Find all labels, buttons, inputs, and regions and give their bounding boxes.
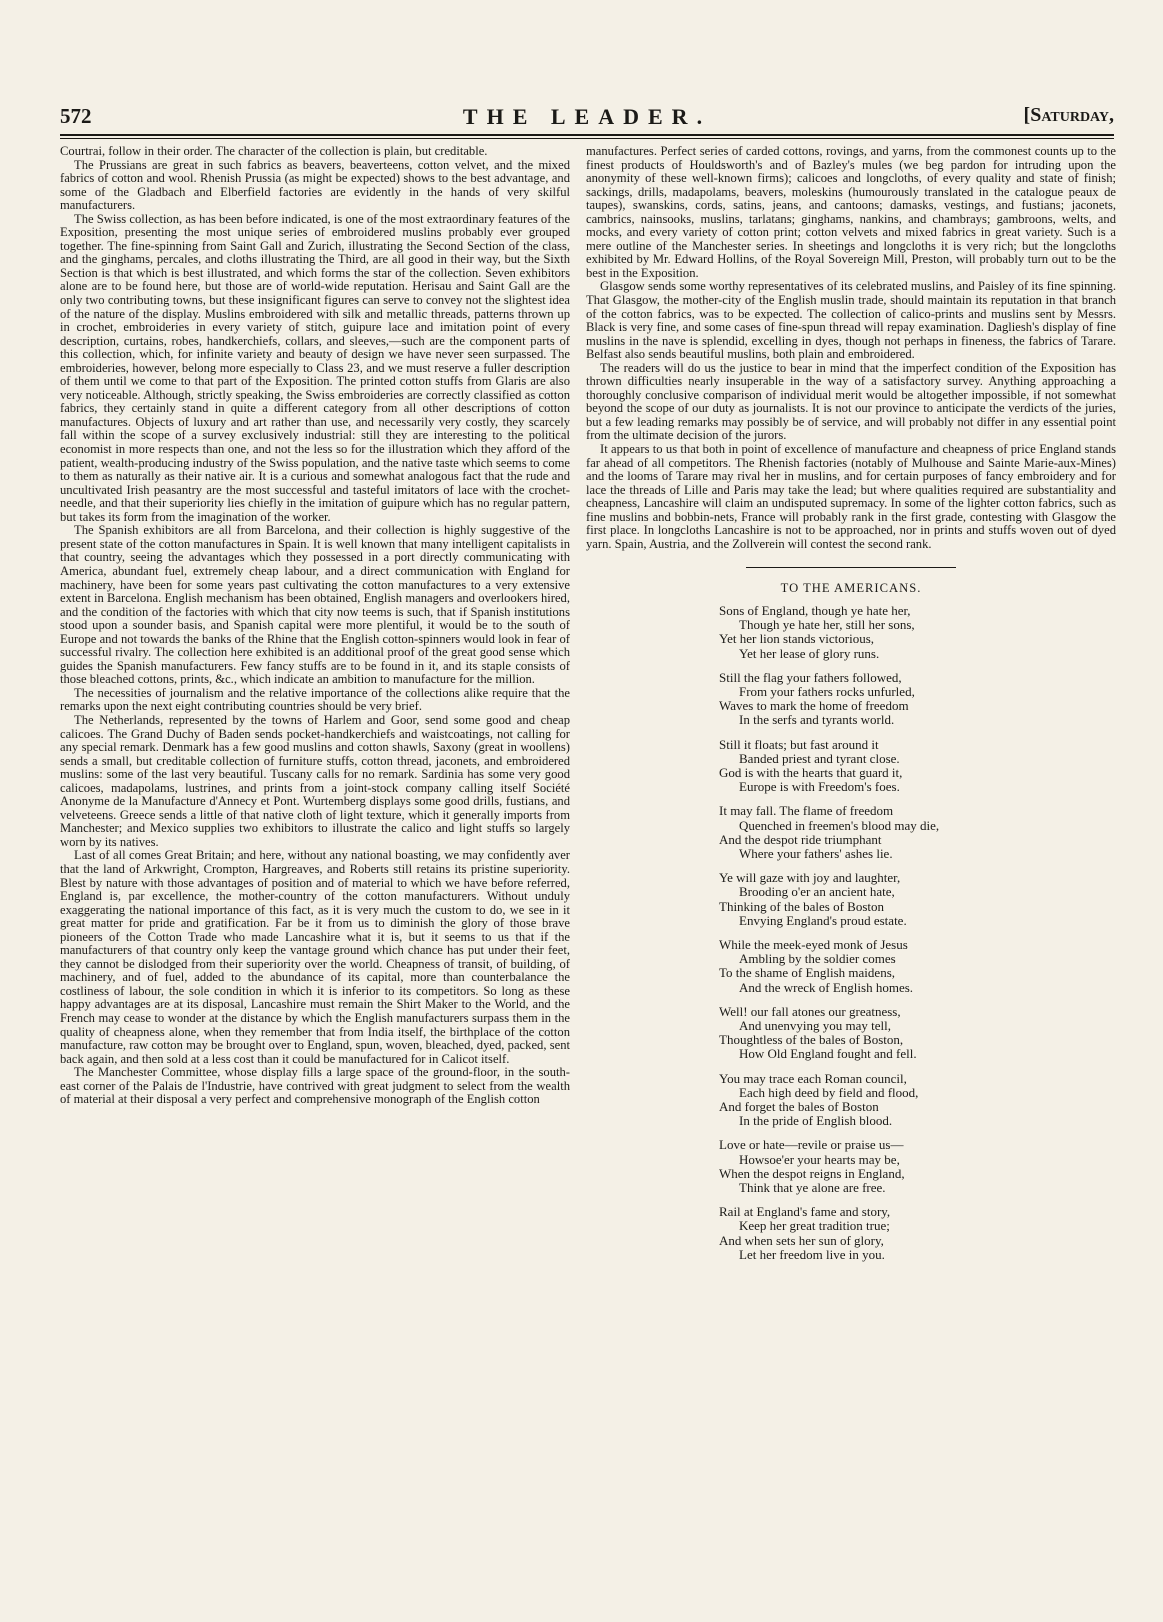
poem-line: Sons of England, though ye hate her, [719,602,911,618]
poem-title: TO THE AMERICANS. [780,581,922,596]
publication-title: THE LEADER. [462,104,712,129]
poem-line: In the serfs and tyrants world. [739,712,895,728]
poem-line: Ambling by the soldier comes [739,951,896,967]
poem-line: Quenched in freemen's blood may die, [739,817,940,833]
right-paragraph: manufactures. Perfect series of carded cottons, rovings, and yarns, from the commonest counts up to the finest products of Houldsworth's and of Bazley's mules (we beg pardon for intruding upon the anonymity of these well-known firms); calicoes and longcloths, of every quality and state of finish; sackings, drills, madapolams, beavers, moleskins (humourously translated in the catalogue peaux de taupes), swanskins, cords, satins, jeans, and cantoons; damasks, vestings, and fustians; jaconets, cambrics, nainsooks, muslins, tarlatans; ginghams, nankins, and chambrays; gambroons, welts, and mocks, and every variety of cotton print; cotton velvets and mixed fabrics in great variety. Such is a mere outline of the Manchester series. In sheetings and longcloths it is very rich; but the longcloths exhibited by Mr. Edward Hollins, of the Royal Sovereign Mill, Preston, will probably turn out to be the best in the Exposition. [586,144,1116,280]
poem-line: Keep her great tradition true; [739,1218,890,1234]
poem-line: Ye will gaze with joy and laughter, [719,870,901,886]
poem-line: Still the flag your fathers followed, [719,669,902,685]
poem-line: Banded priest and tyrant close. [739,750,900,766]
left-paragraph: The Swiss collection, as has been before indicated, is one of the most extraordinary features of the Exposition, presenting the most unique series of embroidered muslins probably ever grouped together. The fine-spinning from Saint Gall and Zurich, illustrating the Second Section of the class, and the ginghams, percales, and cloths illustrating the Third, are all good in their way, but the Sixth Section is that which is best illustrated, and which forms the star of the collection. Seven exhibitors alone are to be found here, but those are of world-wide reputation. Herisau and Saint Gall are the only two contributing towns, but these insignificant figures can serve to convey not the slightest idea of the nature of the display. Muslins embroidered with silk and metallic threads, patterns thrown up in crochet, embroideries in every variety of stitch, guipure lace and imitation point of every description, curtains, robes, handkerchiefs, collars, and sleeves,—such are the component parts of this collection, which, for infinite variety and beauty of design we have never seen surpassed. The embroideries, however, belong more especially to Class 23, and we must reserve a fuller description of them until we come to that part of the Exposition. The printed cotton stuffs from Glaris are also very noticeable. Although, strictly speaking, the Swiss embroideries are correctly classified as cotton fabrics, they certainly stand in quite a different category from all other descriptions of cotton manufactures. Objects of luxury and art rather than use, and necessarily very costly, they scarcely fall within the scope of a survey exclusively industrial: still they are interesting to the political economist in more respects than one, and not the less so for the illustration which they afford of the patient, wealth-producing industry of the Swiss population, and the native taste which seems to come to them as naturally as their native air. It is a curious and somewhat analogous fact that the rude and uncultivated Irish peasantry are the most successful and tasteful imitators of lace with the crochet-needle, and that their superiority lies chiefly in the imitation of guipure which has no regular pattern, but takes its form from the imagination of the worker. [60,211,570,524]
poem-line: Rail at England's fame and story, [719,1204,891,1220]
left-paragraph: Last of all comes Great Britain; and here, without any national boasting, we may confidently aver that the land of Arkwright, Crompton, Hargreaves, and Roberts still retains its pristine superiority. Blest by nature with those advantages of position and of material to which we have before referred, England is, par excellence, the mother-country of the cotton manufacturers. Without unduly exaggerating the national importance of this fact, as it is very much the custom to do, we see in it great matter for pride and gratification. Far be it from us to diminish the glory of those brave pioneers of the Cotton Trade who made Lancashire what it is, but it seems to us that if the manufacturers of that country only keep the vantage ground which chance has put under their feet, they cannot be dislodged from their superiority over the world. Cheapness of transit, of building, of machinery, and of fuel, added to the abundance of its capital, more than counterbalance the costliness of labour, the sole condition in which it is inferior to its competitors. So long as these happy advantages are at its disposal, Lancashire must remain the Shirt Maker to the World, and the French may cease to wonder at the distance by which the English manufacturers surpass them in the quality of cheapness alone, when they remember that from India itself, the birthplace of the cotton manufacture, raw cotton may be brought over to England, spun, woven, bleached, dyed, packed, sent back again, and then sold at a less cost than it could be manufactured for in Calicot itself. [60,848,570,1066]
section-divider [746,567,956,568]
poem-line: Howsoe'er your hearts may be, [739,1151,900,1167]
poem-body [719,604,1116,1262]
poem-line: Well! our fall atones our greatness, [719,1003,901,1019]
poem-stanza [719,804,1116,861]
poem-line: And the despot ride triumphant [719,831,882,847]
header-rule-thin [60,138,1114,139]
right-column [586,145,1116,1272]
poem-line: Waves to mark the home of freedom [719,698,909,714]
masthead [60,104,1114,134]
poem-line: Europe is with Freedom's foes. [739,779,900,795]
poem-line: From your fathers rocks unfurled, [739,683,915,699]
poem-line: God is with the hearts that guard it, [719,764,903,780]
poem-stanza [719,671,1116,728]
poem-line: Thinking of the bales of Boston [719,898,885,914]
poem-line: Think that ye alone are free. [739,1180,886,1196]
poem-line: Though ye hate her, still her sons, [739,617,915,633]
left-paragraph: The Spanish exhibitors are all from Barcelona, and their collection is highly suggestive of the present state of the cotton manufactures in Spain. It is well known that many intelligent capitalists in that country, seeing the advantages which they possessed in a port directly communicating with America, abundant fuel, extremely cheap labour, and a direct communication with England for machinery, have been for some years past cultivating the cotton manufactures to a very extensive extent in Barcelona. English mechanism has been obtained, English managers and overlookers hired, and the condition of the factories with which that city now teems is such, that if Spanish institutions stood upon a sounder basis, and Spanish capital were more plentiful, it would be to the south of Europe and not towards the banks of the Rhine that the English cotton-spinners would look in fear of successful rivalry. The collection here exhibited is an additional proof of the great good sense which guides the Spanish manufacturers. Few fancy stuffs are to be found in it, and its staple consists of those bleached cottons, prints, &c., which indicate an ambition to manufacture for the million. [60,523,570,687]
left-paragraph: The necessities of journalism and the relative importance of the collections alike require that the remarks upon the next eight contributing countries should be very brief. [60,685,570,714]
left-paragraph: The Manchester Committee, whose display fills a large space of the ground-floor, in the south-east corner of the Palais de l'Industrie, have contrived with great judgment to select from the wealth of material at their disposal a very perfect and comprehensive monograph of the English cotton [60,1065,570,1107]
poem-stanza [719,1005,1116,1062]
poem-line: Let her freedom live in you. [739,1246,885,1262]
right-paragraph: Glasgow sends some worthy representatives of its celebrated muslins, and Paisley of its fine spinning. That Glasgow, the mother-city of the English muslin trade, should maintain its reputation in that branch of the cotton fabrics, was to be expected. The collection of calico-prints and muslins sent by Messrs. Black is very fine, and some cases of fine-spun thread will repay examination. Dagliesh's display of fine muslins in the nave is splendid, excelling in dyes, though not perhaps in fineness, the fabrics of Tarare. Belfast also sends beautiful muslins, both plain and embroidered. [586,279,1116,362]
left-paragraph: Courtrai, follow in their order. The character of the collection is plain, but creditable. [60,144,488,158]
poem-line: Still it floats; but fast around it [719,736,879,752]
poem-line: Brooding o'er an ancient hate, [739,884,895,900]
poem-line: Where your fathers' ashes lie. [739,846,893,861]
poem-line: When the despot reigns in England, [719,1165,905,1181]
poem-line: It may fall. The flame of freedom [719,803,894,819]
right-paragraph: The readers will do us the justice to bear in mind that the imperfect condition of the Exposition has thrown difficulties nearly insuperable in the way of a satisfactory survey. Anything approaching a thoroughly conclusive comparison of individual merit would be altogether impossible, if not somewhat beyond the scope of our duty as journalists. It is not our province to anticipate the verdicts of the juries, but a few leading remarks may possibly be of service, and will probably not differ in any essential point from the ultimate decision of the jurors. [586,360,1116,443]
issue-day: [Saturday, [1023,104,1114,126]
poem-stanza [719,1072,1116,1129]
poem-line: Love or hate—revile or praise us— [719,1137,904,1153]
poem-line: Thoughtless of the bales of Boston, [719,1032,904,1048]
poem-stanza [719,604,1116,661]
left-paragraph: The Prussians are great in such fabrics as beavers, beaverteens, cotton velvet, and the mixed fabrics of cotton and wool. Rhenish Prussia (as might be expected) shows to the best advantage, and some of the Gladbach and Elberfield factories are evidently in the hands of very skilful manufacturers. [60,157,570,213]
left-column [60,145,570,1107]
header-rule [60,134,1114,136]
poem-line: And forget the bales of Boston [719,1099,879,1115]
page-number: 572 [60,104,92,128]
poem-line: You may trace each Roman council, [719,1070,907,1086]
poem-stanza [719,1138,1116,1195]
poem-line: Yet her lease of glory runs. [739,645,880,661]
poem-line: And when sets her sun of glory, [719,1232,884,1248]
poem-line: How Old England fought and fell. [739,1046,917,1062]
right-column-articles [586,145,1116,551]
poem-line: Yet her lion stands victorious, [719,631,875,647]
poem-stanza [719,738,1116,795]
poem-stanza [719,938,1116,995]
poem-line: In the pride of English blood. [739,1113,893,1129]
poem-line: And the wreck of English homes. [739,979,914,995]
poem-line: To the shame of English maidens, [719,965,896,981]
poem-line: Envying England's proud estate. [739,912,907,928]
poem-stanza [719,871,1116,928]
left-paragraph: The Netherlands, represented by the towns of Harlem and Goor, send some good and cheap calicoes. The Grand Duchy of Baden sends pocket-handkerchiefs and waistcoatings, not calling for any special remark. Denmark has a few good muslins and cotton shawls, Saxony (great in woollens) sends a small, but creditable collection of furniture stuffs, cotton thread, jaconets, and embroidered muslins: some of the last very beautiful. Tuscany calls for no remark. Sardinia has some very good calicoes, madapolams, lustrines, and prints from a joint-stock company calling itself Société Anonyme de la Manufacture d'Annecy et Pont. Wurtemberg displays some good drills, fustians, and velveteens. Greece sends a little of that native cloth of light texture, which it generally imports from Manchester; and Mexico supplies two exhibitors to illustrate the calico and light stuffs so largely worn by its natives. [60,712,570,849]
poem-line: While the meek-eyed monk of Jesus [719,937,908,953]
poem-line: And unenvying you may tell, [739,1018,892,1034]
right-paragraph: It appears to us that both in point of excellence of manufacture and cheapness of price England stands far ahead of all competitors. The Rhenish factories (notably of Mulhouse and Sainte Marie-aux-Mines) and the looms of Tarare may rival her in muslins, and for certain purposes of fancy embroidery and for lace the threads of Lille and Paris may take the lead; but where qualities required are substantiality and cheapness, Lancashire will claim an undisputed supremacy. In some of the lighter cotton fabrics, such as fine muslins and bobbin-nets, France will probably rank in the first grade, contesting with Glasgow the first place. In longcloths Lancashire is not to be approached, nor in prints and stuffs woven out of dyed yarn. Spain, Austria, and the Zollverein will contest the second rank. [586,442,1116,551]
poem-line: Each high deed by field and flood, [739,1084,919,1100]
poem-stanza [719,1205,1116,1262]
